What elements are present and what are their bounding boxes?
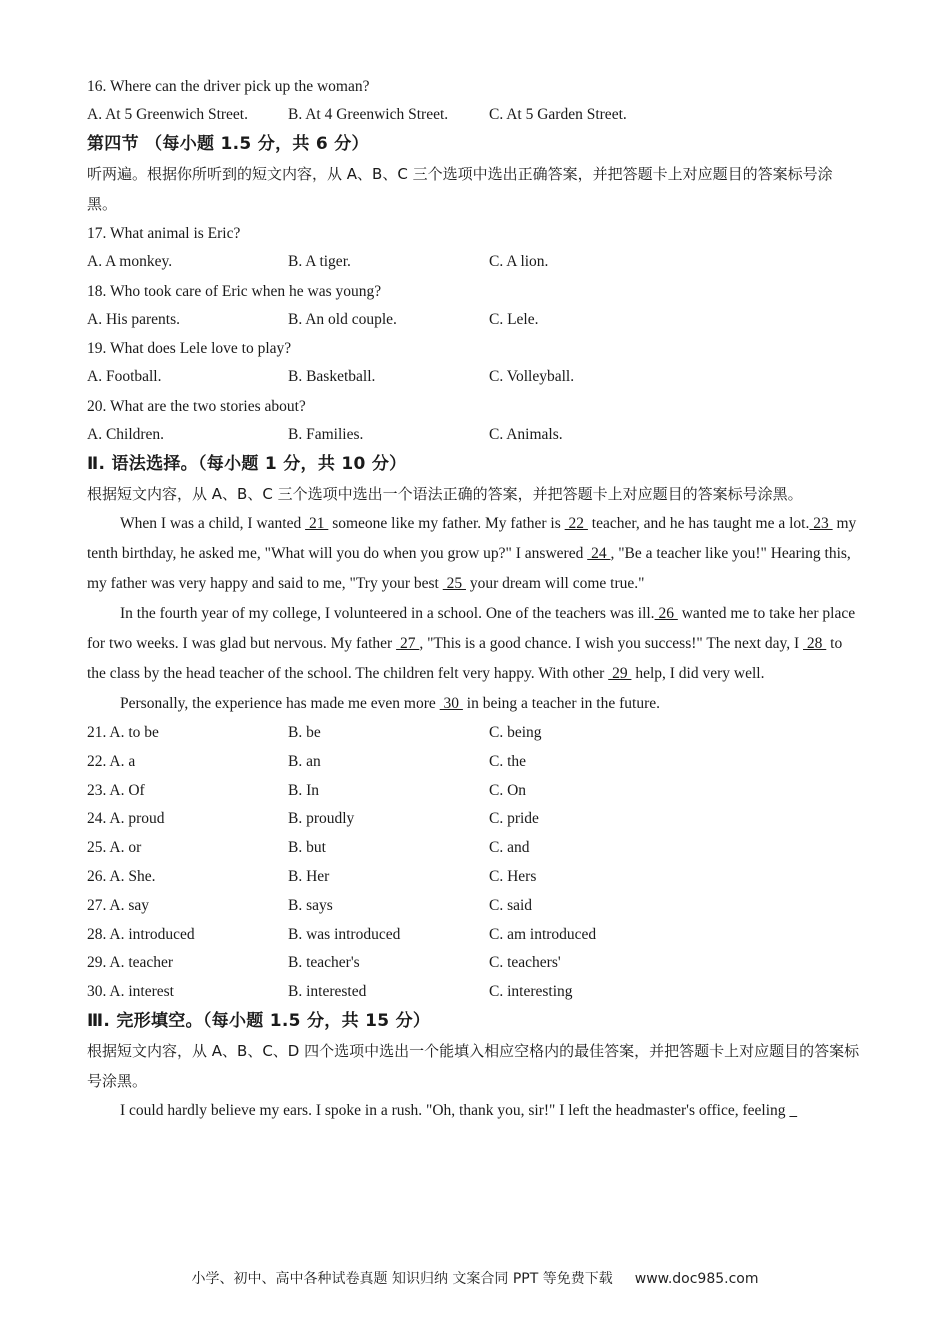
grammar-option-row bbox=[87, 863, 862, 892]
option-b: B. proudly bbox=[288, 810, 355, 828]
passage-text: in being a teacher in the future. bbox=[462, 694, 661, 712]
passage-text: I could hardly believe my ears. I spoke in a rush. "Oh, thank you, sir!" I left the headmaster's office, feeling bbox=[120, 1101, 790, 1119]
grammar-option-row bbox=[87, 805, 862, 834]
question-20-options bbox=[87, 421, 862, 450]
option-c: C. Hers bbox=[489, 867, 537, 885]
blank-29: 29 bbox=[608, 664, 632, 682]
option-a: 25. A. or bbox=[87, 839, 142, 857]
cloze-passage-p1 bbox=[87, 1096, 862, 1126]
blank-21: 21 bbox=[305, 514, 329, 532]
option-a: 27. A. say bbox=[87, 896, 149, 914]
passage-text: wanted me to take her place for two weeks. I was glad but nervous. My father bbox=[87, 604, 856, 652]
blank-22: 22 bbox=[564, 514, 588, 532]
option-c: C. teachers' bbox=[489, 954, 561, 972]
passage-text: , "This is a good chance. I wish you success!" The next day, I bbox=[419, 634, 804, 652]
option-c: C. Lele. bbox=[489, 310, 539, 328]
passage-text: teacher, and he has taught me a lot. bbox=[587, 514, 810, 532]
grammar-option-row bbox=[87, 921, 862, 950]
option-c: C. am introduced bbox=[489, 925, 597, 943]
blank-30: 30 bbox=[439, 694, 463, 712]
option-a: 29. A. teacher bbox=[87, 954, 174, 972]
passage-text: my tenth birthday, he asked me, "What will you do when you grow up?" I answered bbox=[87, 514, 857, 562]
option-b: B. says bbox=[288, 896, 333, 914]
cloze-instruction: 根据短文内容，从 A、B、C、D 四个选项中选出一个能填入相应空格内的最佳答案，并把答题卡上对应题目的答案标号涂黑。 bbox=[87, 1041, 860, 1090]
option-b: B. An old couple. bbox=[288, 310, 397, 328]
grammar-option-row bbox=[87, 978, 862, 1007]
grammar-option-row bbox=[87, 719, 862, 748]
blank-26: 26 bbox=[654, 604, 678, 622]
option-c: C. A lion. bbox=[489, 252, 549, 270]
option-c: C. and bbox=[489, 839, 530, 857]
option-c: C. Animals. bbox=[489, 426, 563, 444]
question-20: 20. What are the two stories about? bbox=[87, 398, 306, 416]
option-b: B. but bbox=[288, 839, 326, 857]
option-a: A. A monkey. bbox=[87, 252, 173, 270]
cloze-blank bbox=[789, 1102, 797, 1119]
grammar-passage-p2 bbox=[87, 599, 862, 689]
option-c: C. the bbox=[489, 752, 527, 770]
option-a: 22. A. a bbox=[87, 752, 136, 770]
blank-25: 25 bbox=[442, 574, 466, 592]
cloze-heading: Ⅲ. 完形填空。（每小题 1.5 分，共 15 分） bbox=[87, 1010, 431, 1031]
passage-text: your dream will come true." bbox=[465, 574, 645, 592]
question-19: 19. What does Lele love to play? bbox=[87, 340, 292, 358]
option-a: 30. A. interest bbox=[87, 983, 174, 1001]
passage-text: Personally, the experience has made me even more bbox=[120, 694, 440, 712]
option-a: A. Football. bbox=[87, 368, 162, 386]
passage-text: , "Be a teacher like you!" Hearing this, my father was very happy and said to me, "Try your best bbox=[87, 544, 851, 592]
option-a: A. At 5 Greenwich Street. bbox=[87, 106, 248, 123]
question-19-options bbox=[87, 363, 862, 392]
section4-heading: 第四节 （每小题 1.5 分，共 6 分） bbox=[87, 133, 369, 154]
section4-instruction: 听两遍。根据你所听到的短文内容，从 A、B、C 三个选项中选出正确答案，并把答题卡上对应题目的答案标号涂黑。 bbox=[87, 164, 833, 213]
option-b: B. At 4 Greenwich Street. bbox=[288, 106, 449, 123]
option-b: B. A tiger. bbox=[288, 252, 351, 270]
option-b: B. teacher's bbox=[288, 954, 360, 972]
question-16-options bbox=[87, 101, 862, 130]
blank-23: 23 bbox=[809, 514, 833, 532]
passage-text: someone like my father. My father is bbox=[328, 514, 565, 532]
blank-24: 24 bbox=[587, 544, 611, 562]
grammar-option-row bbox=[87, 777, 862, 806]
option-b: B. an bbox=[288, 752, 321, 770]
question-16: 16. Where can the driver pick up the woman? bbox=[87, 78, 370, 95]
question-17-options bbox=[87, 248, 862, 277]
grammar-option-row bbox=[87, 834, 862, 863]
option-b: B. Her bbox=[288, 867, 330, 885]
passage-text: help, I did very well. bbox=[631, 664, 765, 682]
option-c: C. At 5 Garden Street. bbox=[489, 106, 627, 123]
grammar-option-row bbox=[87, 949, 862, 978]
option-a: 26. A. She. bbox=[87, 867, 156, 885]
footer-text: 小学、初中、高中各种试卷真题 知识归纳 文案合同 PPT 等免费下载 bbox=[191, 1271, 613, 1287]
blank-27: 27 bbox=[396, 634, 420, 652]
option-b: B. Basketball. bbox=[288, 368, 376, 386]
option-c: C. said bbox=[489, 896, 533, 914]
option-c: C. On bbox=[489, 781, 527, 799]
option-b: B. be bbox=[288, 723, 321, 741]
option-c: C. interesting bbox=[489, 983, 573, 1001]
option-c: C. being bbox=[489, 723, 542, 741]
exam-page bbox=[87, 72, 862, 1126]
grammar-heading: Ⅱ. 语法选择。（每小题 1 分，共 10 分） bbox=[87, 453, 407, 474]
passage-text: to the class by the head teacher of the school. The children felt very happy. With other bbox=[87, 634, 843, 682]
option-a: A. Children. bbox=[87, 426, 165, 444]
option-a: 28. A. introduced bbox=[87, 925, 195, 943]
option-a: 21. A. to be bbox=[87, 723, 159, 741]
grammar-option-row bbox=[87, 748, 862, 777]
option-c: C. pride bbox=[489, 810, 539, 828]
grammar-passage-p3 bbox=[87, 689, 862, 719]
passage-text: When I was a child, I wanted bbox=[120, 514, 306, 532]
passage-text: In the fourth year of my college, I volunteered in a school. One of the teachers was ill. bbox=[120, 604, 655, 622]
blank-28: 28 bbox=[803, 634, 827, 652]
option-b: B. Families. bbox=[288, 426, 364, 444]
question-17: 17. What animal is Eric? bbox=[87, 224, 241, 242]
question-18-options bbox=[87, 306, 862, 335]
option-b: B. interested bbox=[288, 983, 367, 1001]
grammar-option-row bbox=[87, 892, 862, 921]
option-b: B. In bbox=[288, 781, 319, 799]
page-footer bbox=[0, 1268, 950, 1288]
grammar-passage-p1 bbox=[87, 509, 862, 599]
footer-url[interactable]: www.doc985.com bbox=[634, 1271, 759, 1287]
option-c: C. Volleyball. bbox=[489, 368, 575, 386]
option-a: 24. A. proud bbox=[87, 810, 165, 828]
option-b: B. was introduced bbox=[288, 925, 401, 943]
option-a: 23. A. Of bbox=[87, 781, 145, 799]
grammar-instruction: 根据短文内容，从 A、B、C 三个选项中选出一个语法正确的答案，并把答题卡上对应题目的答案标号涂黑。 bbox=[87, 484, 803, 503]
option-a: A. His parents. bbox=[87, 310, 180, 328]
question-18: 18. Who took care of Eric when he was young? bbox=[87, 282, 382, 300]
